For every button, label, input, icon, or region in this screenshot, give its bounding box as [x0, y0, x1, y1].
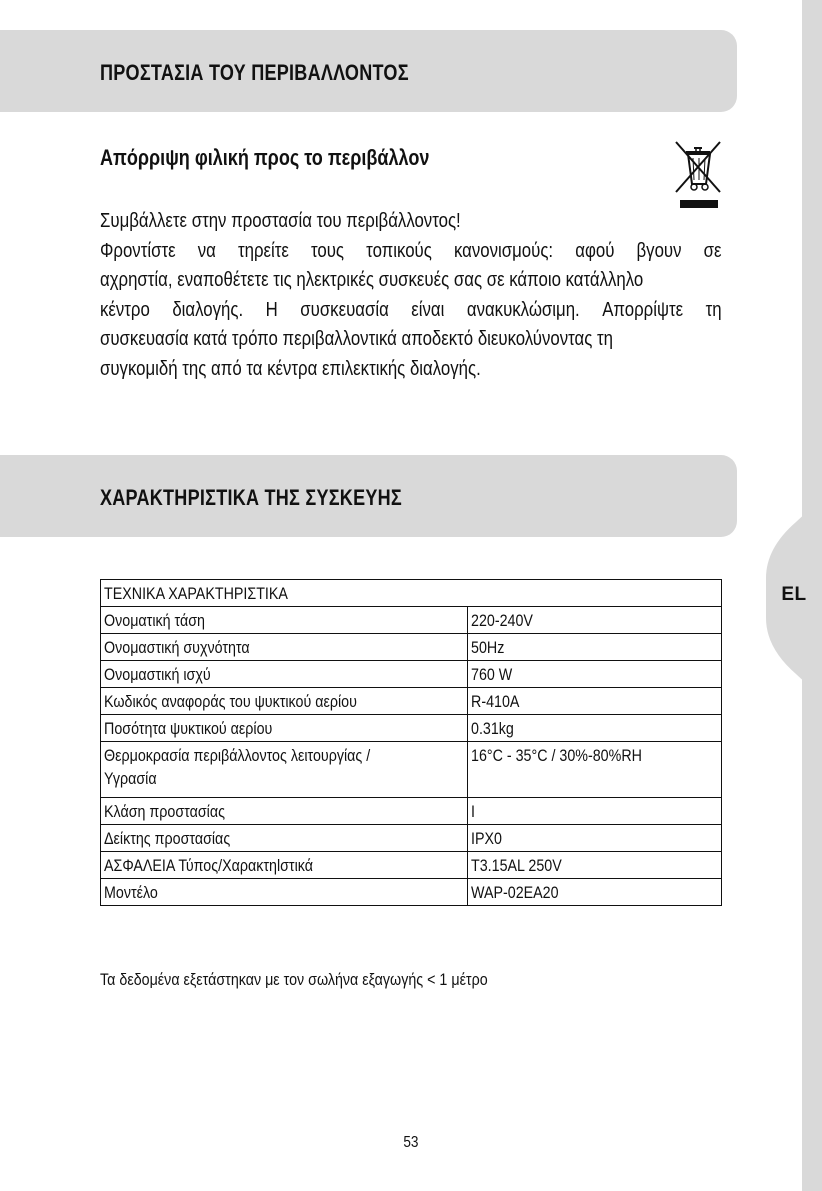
features-banner	[0, 455, 737, 537]
crossed-out-wheelie-bin-icon	[672, 140, 724, 210]
spec-value: 16°C - 35°C / 30%-80%RH	[468, 742, 722, 798]
spec-label: Κλάση προστασίας	[101, 798, 468, 825]
paragraph-line: κέντρο διαλογής. Η συσκευασία είναι ανακυκλώσιμη. Απορρίψτε τη	[100, 298, 722, 321]
technical-specifications-table	[100, 579, 722, 906]
test-conditions-note: Τα δεδομένα εξετάστηκαν με τον σωλήνα εξαγωγής < 1 μέτρο	[100, 970, 488, 989]
spec-label: Ονομαστική συχνότητα	[101, 634, 468, 661]
table-row	[101, 715, 722, 742]
table-row	[101, 742, 722, 798]
disposal-paragraph	[100, 207, 722, 384]
spec-value: 220-240V	[468, 607, 722, 634]
paragraph-line: συσκευασία κατά τρόπο περιβαλλοντικά αποδεκτό διευκολύνοντας τη	[100, 328, 613, 350]
features-section-title: ΧΑΡΑΚΤΗΡΙΣΤΙΚΑ ΤΗΣ ΣΥΣΚΕΥΗΣ	[100, 485, 402, 510]
table-row	[101, 825, 722, 852]
environment-section-title: ΠΡΟΣΤΑΣΙΑ ΤΟΥ ΠΕΡΙΒΑΛΛΟΝΤΟΣ	[100, 60, 409, 85]
spec-value: T3.15AL 250V	[468, 852, 722, 879]
spec-label: Μοντέλο	[101, 879, 468, 906]
language-tab-label: EL	[781, 584, 807, 605]
spec-value: I	[468, 798, 722, 825]
spec-value: 760 W	[468, 661, 722, 688]
table-header-cell: ΤΕΧΝΙΚΑ ΧΑΡΑΚΤΗΡΙΣΤΙΚΑ	[101, 580, 722, 607]
table-row	[101, 879, 722, 906]
disposal-subheading: Απόρριψη φιλική προς το περιβάλλον	[100, 145, 430, 170]
language-tab	[766, 498, 822, 698]
table-row	[101, 798, 722, 825]
paragraph-line: αχρηστία, εναποθέτετε τις ηλεκτρικές συσκευές σας σε κάποιο κατάλληλο	[100, 269, 644, 291]
paragraph-line: Συμβάλλετε στην προστασία του περιβάλλοντος!	[100, 210, 461, 232]
spec-value: 50Hz	[468, 634, 722, 661]
spec-label: Ονοματική τάση	[101, 607, 468, 634]
environment-banner	[0, 30, 737, 112]
table-row	[101, 634, 722, 661]
table-row	[101, 661, 722, 688]
spec-label: Δείκτης προστασίας	[101, 825, 468, 852]
paragraph-line: συγκομιδή της από τα κέντρα επιλεκτικής διαλογής.	[100, 357, 481, 380]
table-row	[101, 607, 722, 634]
spec-value: 0.31kg	[468, 715, 722, 742]
table-header-row	[101, 580, 722, 607]
spec-label: Ονομαστική ισχύ	[101, 661, 468, 688]
spec-label: Θερμοκρασία περιβάλλοντος λειτουργίας / Υγρασία	[101, 742, 468, 798]
spec-label: Κωδικός αναφοράς του ψυκτικού αερίου	[101, 688, 468, 715]
table-row	[101, 688, 722, 715]
paragraph-line: Φροντίστε να τηρείτε τους τοπικούς κανονισμούς: αφού βγουν σε	[100, 239, 722, 262]
spec-value: IPX0	[468, 825, 722, 852]
spec-value: WAP-02EA20	[468, 879, 722, 906]
spec-value: R-410A	[468, 688, 722, 715]
page-number: 53	[403, 1134, 419, 1151]
table-row	[101, 852, 722, 879]
spec-label: Ποσότητα ψυκτικού αερίου	[101, 715, 468, 742]
spec-label: ΑΣΦΑΛΕΙΑ Τύπος/Χαρακτηlστικά	[101, 852, 468, 879]
